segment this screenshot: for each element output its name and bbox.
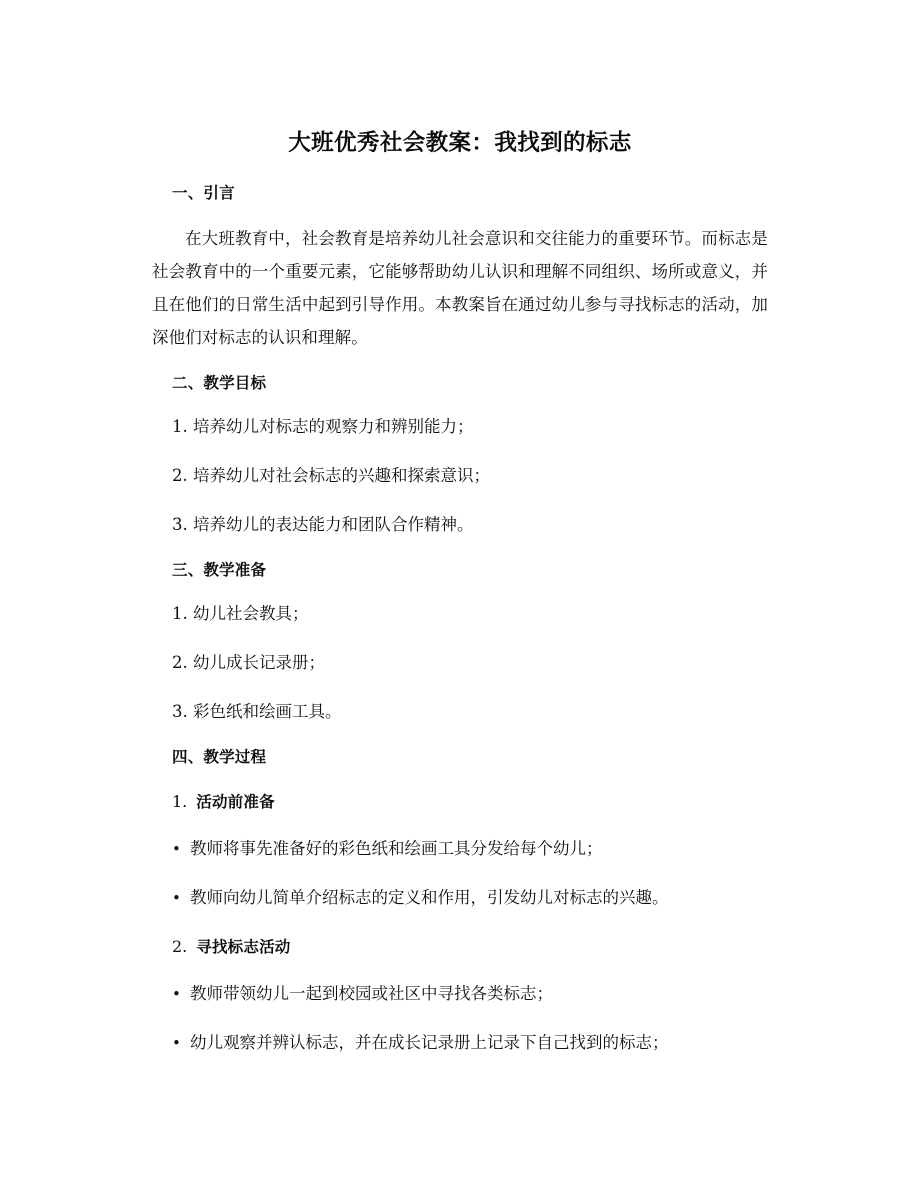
page-title: 大班优秀社会教案：我找到的标志 xyxy=(288,130,632,156)
list-item xyxy=(152,510,768,540)
bullet-list-item xyxy=(152,979,768,1009)
bullet-list-item-text: 幼儿观察并辨认标志，并在成长记录册上记录下自己找到的标志； xyxy=(190,1032,669,1052)
subsection-heading-pre-activity xyxy=(152,787,768,817)
list-item xyxy=(152,599,768,629)
list-item xyxy=(152,412,768,442)
subsection-number: 2. xyxy=(172,936,188,956)
bullet-dot-icon: • xyxy=(172,1033,181,1052)
bullet-dot-icon: • xyxy=(172,984,181,1003)
list-item-number: 2. xyxy=(172,466,188,485)
list-item-text: 培养幼儿对标志的观察力和辨别能力； xyxy=(193,417,474,436)
bullet-list-item xyxy=(152,1028,768,1058)
bullet-dot-icon: • xyxy=(172,839,181,858)
bullet-list-item-text: 教师向幼儿简单介绍标志的定义和作用，引发幼儿对标志的兴趣。 xyxy=(190,887,669,907)
list-item-text: 培养幼儿对社会标志的兴趣和探索意识； xyxy=(193,466,490,485)
list-item-number: 1. xyxy=(172,417,188,436)
section-heading-process: 四、教学过程 xyxy=(172,748,267,767)
list-item-number: 2. xyxy=(172,653,188,673)
list-item-text: 幼儿社会教具； xyxy=(193,604,309,624)
list-item xyxy=(152,648,768,678)
list-item-text: 培养幼儿的表达能力和团队合作精神。 xyxy=(193,515,474,534)
subsection-title: 活动前准备 xyxy=(196,792,275,811)
list-item-number: 3. xyxy=(172,702,188,722)
introduction-paragraph: 在大班教育中，社会教育是培养幼儿社会意识和交往能力的重要环节。而标志是社会教育中的一个重要元素，它能够帮助幼儿认识和理解不同组织、场所或意义，并且在他们的日常生活中起到引导作用。本教案旨在通过幼儿参与寻找标志的活动，加深他们对标志的认识和理解。 xyxy=(152,228,768,347)
subsection-heading-find-signs xyxy=(152,932,768,962)
document-content xyxy=(152,128,768,1077)
list-item xyxy=(152,461,768,491)
list-item xyxy=(152,697,768,727)
section-heading-preparation: 三、教学准备 xyxy=(172,561,267,579)
list-item-number: 1. xyxy=(172,604,188,624)
section-heading-objectives: 二、教学目标 xyxy=(172,373,267,392)
subsection-number: 1. xyxy=(172,791,188,811)
list-item-text: 幼儿成长记录册； xyxy=(193,653,325,673)
section-heading-introduction: 一、引言 xyxy=(172,183,235,202)
list-item-text: 彩色纸和绘画工具。 xyxy=(193,702,342,722)
subsection-title: 寻找标志活动 xyxy=(196,937,291,956)
bullet-list-item-text: 教师将事先准备好的彩色纸和绘画工具分发给每个幼儿； xyxy=(190,838,603,858)
bullet-list-item xyxy=(152,883,768,913)
bullet-list-item xyxy=(152,834,768,864)
bullet-dot-icon: • xyxy=(172,888,181,907)
list-item-number: 3. xyxy=(172,515,188,534)
bullet-list-item-text: 教师带领幼儿一起到校园或社区中寻找各类标志； xyxy=(190,983,553,1003)
